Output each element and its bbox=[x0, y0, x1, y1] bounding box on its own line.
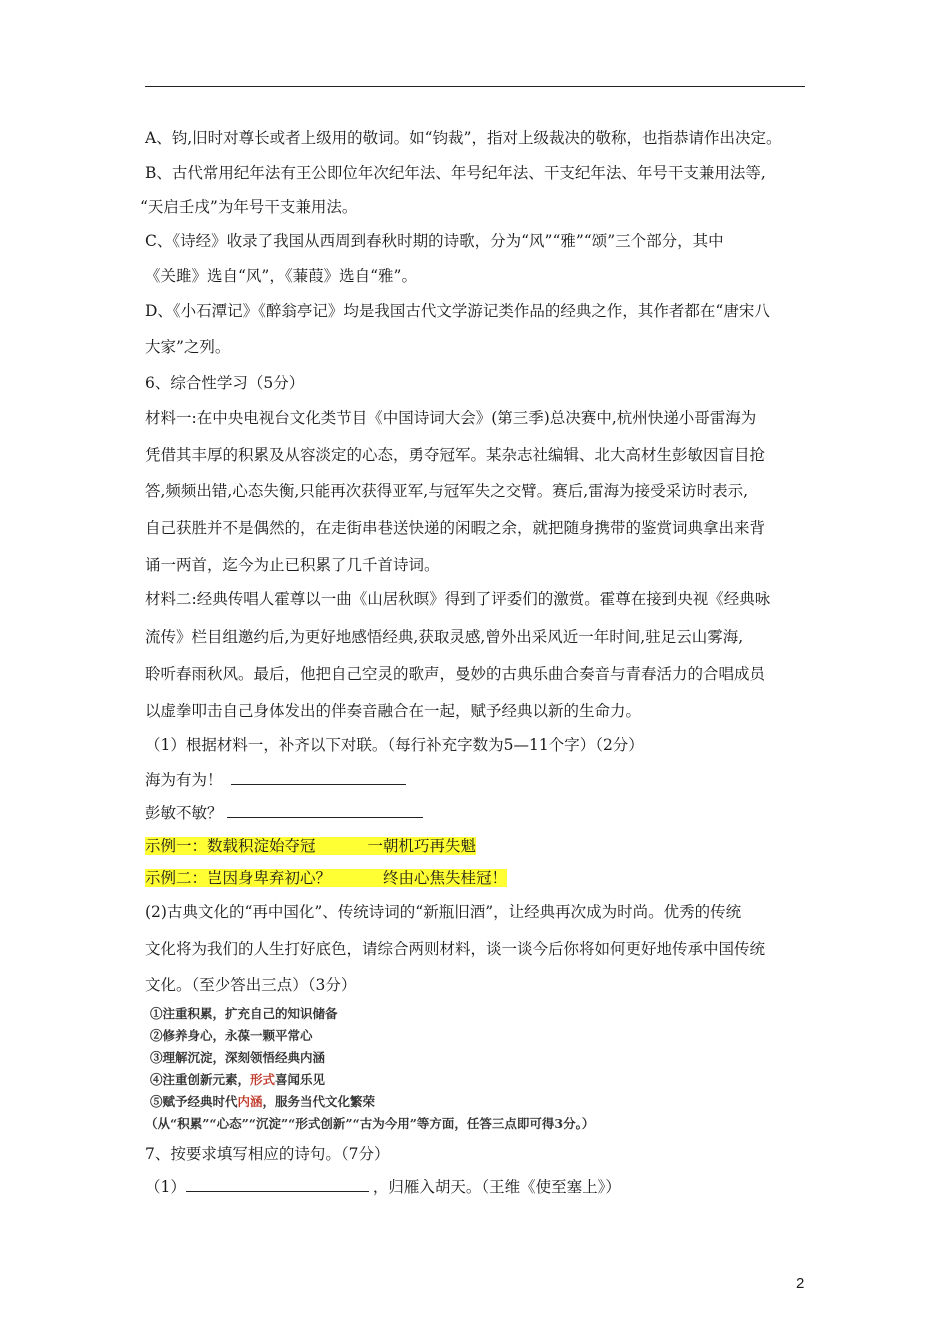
material2-line1: 材料二:经典传唱人霍尊以一曲《山居秋暝》得到了评委们的激赏。霍尊在接到央视《经典咏 bbox=[145, 590, 771, 608]
option-c-line2: 《关雎》选自“风”，《蒹葭》选自“雅”。 bbox=[145, 267, 417, 285]
example1 bbox=[145, 836, 476, 856]
page-number: 2 bbox=[796, 1275, 805, 1292]
q7-line1: （1） ，归雁入胡天。（王维《使至塞上》） bbox=[145, 1175, 621, 1197]
example2-part1: 示例二：岂因身卑弃初心？ 终由心焦失桂冠！ bbox=[145, 869, 508, 887]
answer-1: ①注重积累，扩充自己的知识储备 bbox=[150, 1006, 338, 1021]
option-c-line1: C、《诗经》收录了我国从西周到春秋时期的诗歌，分为“风”“雅”“颂”三个部分，其中 bbox=[145, 232, 724, 250]
option-b-line1: B、古代常用纪年法有王公即位年次纪年法、年号纪年法、干支纪年法、年号干支兼用法等, bbox=[145, 164, 766, 182]
couplet-blank2[interactable] bbox=[227, 801, 423, 818]
couplet-blank1[interactable] bbox=[231, 768, 406, 785]
material2-line2: 流传》栏目组邀约后,为更好地感悟经典,获取灵感,曾外出采风近一年时间,驻足云山雾海, bbox=[145, 628, 744, 646]
q6-sub2-line1: (2)古典文化的“再中国化”、传统诗词的“新瓶旧酒”，让经典再次成为时尚。优秀的传统 bbox=[145, 903, 742, 921]
q6-sub2-line2: 文化将为我们的人生打好底色，请综合两则材料，谈一谈今后你将如何更好地传承中国传统 bbox=[145, 940, 766, 958]
couplet-line1 bbox=[145, 768, 406, 790]
answer-4: ④注重创新元素，形式喜闻乐见 bbox=[150, 1072, 326, 1087]
couplet-line2-text: 彭敏不敏？ bbox=[145, 804, 223, 822]
option-d-line2: 大家”之列。 bbox=[145, 338, 231, 356]
answer-5: ⑤赋予经典时代内涵，服务当代文化繁荣 bbox=[150, 1094, 376, 1109]
example2 bbox=[145, 868, 507, 888]
answer-note: （从“积累”“心态”“沉淀”“形式创新”“古为今用”等方面，任答三点即可得3分。） bbox=[145, 1116, 595, 1131]
answer-3: ③理解沉淀，深刻领悟经典内涵 bbox=[150, 1050, 326, 1065]
material2-line3: 聆听春雨秋风。最后，他把自己空灵的歌声，曼妙的古典乐曲合奏音与青春活力的合唱成员 bbox=[145, 665, 766, 683]
q6-sub1: （1）根据材料一，补齐以下对联。（每行补充字数为5—11个字）（2分） bbox=[145, 736, 644, 754]
material1-line3: 答,频频出错,心态失衡,只能再次获得亚军,与冠军失之交臂。赛后,雷海为接受采访时表示, bbox=[145, 482, 749, 500]
material2-line4: 以虚拳叩击自己身体发出的伴奏音融合在一起，赋予经典以新的生命力。 bbox=[145, 702, 642, 720]
q6-title: 6、综合性学习（5分） bbox=[145, 374, 305, 392]
q7-title: 7、按要求填写相应的诗句。（7分） bbox=[145, 1145, 390, 1163]
example1-part1: 示例一：数载积淀始夺冠 一朝机巧再失魁 bbox=[145, 837, 477, 855]
couplet-line2 bbox=[145, 801, 423, 823]
material1-line4: 自己获胜并不是偶然的，在走街串巷送快递的闲暇之余，就把随身携带的鉴赏词典拿出来背 bbox=[145, 519, 766, 537]
material1-line2: 凭借其丰厚的积累及从容淡定的心态，勇夺冠军。某杂志社编辑、北大高材生彭敏因盲目抢 bbox=[145, 446, 766, 464]
q7-blank1[interactable] bbox=[186, 1175, 369, 1192]
material1-line1: 材料一:在中央电视台文化类节目《中国诗词大会》(第三季)总决赛中,杭州快递小哥雷海为 bbox=[145, 409, 757, 427]
header-rule bbox=[145, 86, 805, 87]
option-d-line1: D、《小石潭记》《醉翁亭记》均是我国古代文学游记类作品的经典之作，其作者都在“唐宋八 bbox=[145, 302, 770, 320]
answer-2: ②修养身心，永葆一颗平常心 bbox=[150, 1028, 313, 1043]
material1-line5: 诵一两首，迄今为止已积累了几千首诗词。 bbox=[145, 556, 440, 574]
option-b-line2: “天启壬戌”为年号干支兼用法。 bbox=[140, 198, 358, 216]
q6-sub2-line3: 文化。（至少答出三点）（3分） bbox=[145, 976, 357, 994]
option-a: A、钧,旧时对尊长或者上级用的敬词。如“钧裁”，指对上级裁决的敬称，也指恭请作出决定。 bbox=[145, 129, 782, 147]
couplet-line1-text: 海为有为！ bbox=[145, 771, 223, 789]
